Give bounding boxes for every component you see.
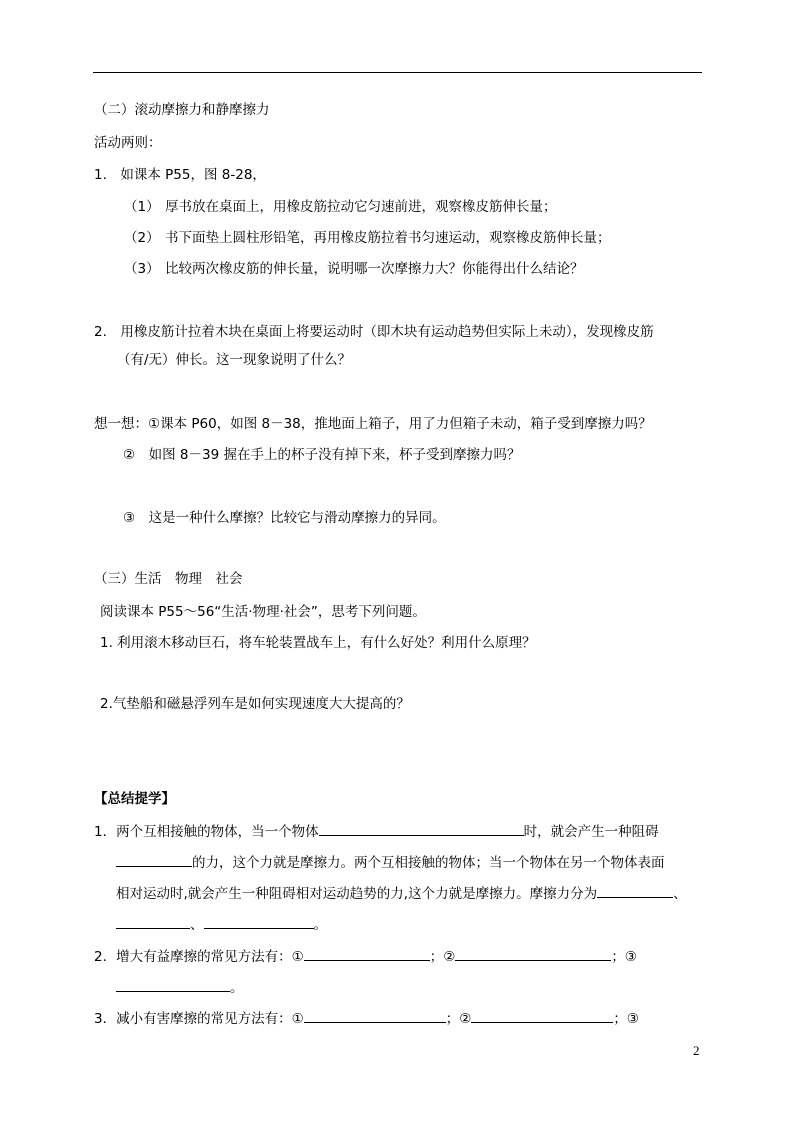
summary-text: 。	[313, 917, 327, 933]
summary-text: 2．增大有益摩擦的常见方法有：①	[94, 949, 304, 965]
think-item: ② 如图 8－39 握在手上的杯子没有掉下来，杯子受到摩擦力吗？	[123, 447, 521, 463]
summary-text: ；②	[429, 949, 456, 965]
sub-item-number: （3）	[124, 261, 160, 277]
summary-item-2	[94, 946, 637, 966]
summary-text: 、	[190, 917, 204, 933]
question-item: 1. 如课本 P55，图 8-28，	[94, 167, 266, 183]
summary-text: 1．两个互相接触的物体，当一个物体	[94, 824, 319, 840]
summary-text: 的力，这个力就是摩擦力。两个互相接触的物体；当一个物体在另一个物体表面	[192, 855, 665, 871]
summary-text: 3．减小有害摩擦的常见方法有：①	[94, 1011, 304, 1027]
activity-title: 活动两则：	[94, 135, 162, 151]
summary-text: ；③	[611, 949, 637, 965]
summary-item-3	[94, 1008, 639, 1028]
summary-text: 、	[673, 886, 687, 902]
section-heading: （三）生活 物理 社会	[94, 571, 243, 587]
fill-blank[interactable]	[116, 977, 230, 992]
summary-item-2-continued	[116, 977, 244, 997]
fill-blank[interactable]	[597, 883, 673, 898]
summary-heading: 【总结提学】	[94, 791, 175, 807]
fill-blank[interactable]	[471, 1008, 613, 1023]
page-number: 2	[693, 1043, 700, 1058]
fill-blank[interactable]	[304, 1008, 446, 1023]
summary-text: 相对运动时,就会产生一种阻碍相对运动趋势的力,这个力就是摩擦力。摩擦力分为	[116, 886, 598, 902]
intro-text: 阅读课本 P55～56“生活·物理·社会”，思考下列问题。	[100, 604, 426, 620]
fill-blank[interactable]	[116, 914, 190, 929]
think-item: ③ 这是一种什么摩擦？比较它与滑动摩擦力的异同。	[123, 510, 446, 526]
summary-text: 时，就会产生一种阻碍	[523, 824, 659, 840]
question-item: 2. 用橡皮筋计拉着木块在桌面上将要运动时（即木块有运动趋势但实际上未动），发现橡皮筋	[94, 324, 654, 340]
section-heading: （二）滚动摩擦力和静摩擦力	[94, 102, 270, 118]
sub-item-number: （2）	[124, 230, 160, 246]
sub-item-text: 书下面垫上圆柱形铅笔，再用橡皮筋拉着书匀速运动，观察橡皮筋伸长量；	[165, 230, 611, 246]
question-item: 1. 利用滚木移动巨石，将车轮装置战车上，有什么好处？利用什么原理？	[100, 635, 536, 651]
summary-text: ；③	[613, 1011, 639, 1027]
sub-item-text: 厚书放在桌面上，用橡皮筋拉动它匀速前进，观察橡皮筋伸长量；	[165, 199, 557, 215]
question-item-continued: （有/无）伸长。这一现象说明了什么？	[117, 352, 352, 368]
fill-blank[interactable]	[204, 914, 314, 929]
question-item: 2.气垫船和磁悬浮列车是如何实现速度大大提高的？	[100, 696, 410, 712]
summary-item-1-continued	[116, 883, 687, 903]
fill-blank[interactable]	[116, 852, 192, 867]
summary-item-1-continued	[116, 852, 665, 872]
summary-item-1	[94, 821, 659, 841]
sub-item-text: 比较两次橡皮筋的伸长量，说明哪一次摩擦力大？你能得出什么结论？	[165, 261, 584, 277]
summary-text: ；②	[445, 1011, 472, 1027]
fill-blank[interactable]	[319, 821, 524, 836]
sub-item-number: （1）	[124, 199, 160, 215]
summary-text: 。	[230, 980, 244, 996]
fill-blank[interactable]	[455, 946, 611, 961]
header-rule	[93, 72, 702, 73]
summary-item-1-continued	[116, 914, 327, 934]
think-item: 想一想：①课本 P60，如图 8－38，推地面上箱子，用了力但箱子未动，箱子受到摩擦力吗？	[94, 416, 652, 432]
fill-blank[interactable]	[304, 946, 430, 961]
